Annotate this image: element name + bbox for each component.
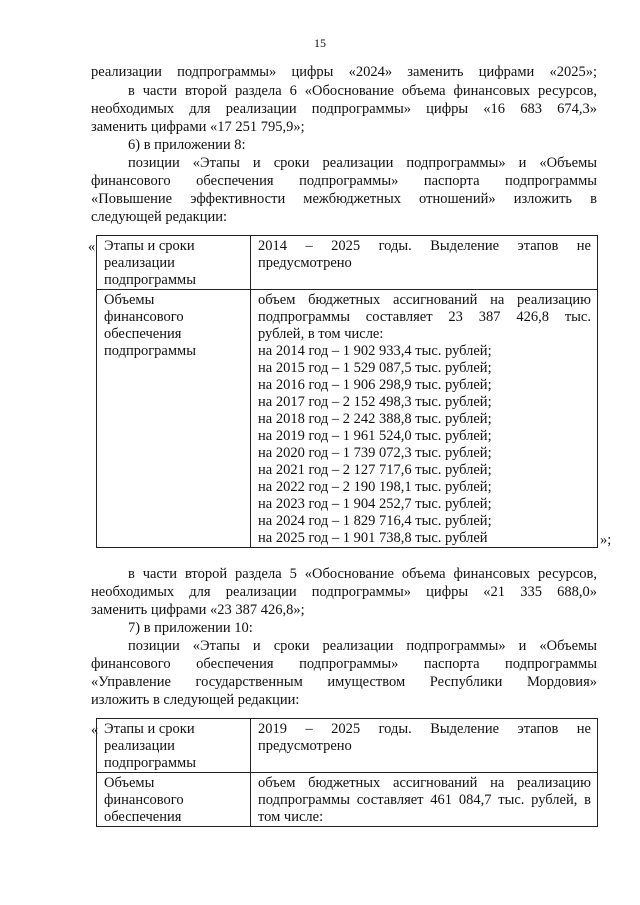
text-line: изложить в следующей редакции: [91,692,300,708]
table-cell-label: Объемы финансового обеспечения подпрограммы [97,290,251,548]
closing-quote: »; [600,532,612,548]
text-line: финансового обеспечения подпрограммы» паспорта подпрограммы [91,656,597,672]
table-cell-value: объем бюджетных ассигнований на реализацию подпрограммы составляет 23 387 426,8 тыс. рублей, в том числе: на 2014 год – 1 902 933,4 тыс. рублей; на 2015 год – 1 529 087,5 тыс. рублей; на 2016 год – 1 906 298,9 тыс. рублей; на 2017 год – 2 152 498,3 тыс. рублей; на 2018 год – 2 242 388,8 тыс. рублей; на 2019 год – 1 961 524,0 тыс. рублей; на 2020 год – 1 739 072,3 тыс. рублей; на 2021 год – 2 127 717,6 тыс. рублей; на 2022 год – 2 190 198,1 тыс. рублей; на 2023 год – 1 904 252,7 тыс. рублей; на 2024 год – 1 829 716,4 тыс. рублей; на 2025 год – 1 901 738,8 тыс. рублей [251,290,598,548]
text-line: заменить цифрами «23 387 426,8»; [91,602,305,618]
table-cell-label: Этапы и сроки реализации подпрограммы [97,719,251,773]
text-line: финансового обеспечения подпрограммы» паспорта подпрограммы [91,173,597,189]
text-line: в части второй раздела 5 «Обоснование объема финансовых ресурсов, [128,566,597,582]
text-line: позиции «Этапы и сроки реализации подпрограммы» и «Объемы [128,155,597,171]
table-cell-label: Этапы и сроки реализации подпрограммы [97,236,251,290]
table-row [97,236,598,290]
table-cell-value: 2014 – 2025 годы. Выделение этапов не предусмотрено [251,236,598,290]
text-line: 6) в приложении 8: [128,137,246,153]
text-line: 7) в приложении 10: [128,620,253,636]
table-row [97,290,598,548]
text-line: позиции «Этапы и сроки реализации подпрограммы» и «Объемы [128,638,597,654]
table-cell-value: объем бюджетных ассигнований на реализацию подпрограммы составляет 461 084,7 тыс. рублей, в том числе: [251,773,598,827]
table-cell-value: 2019 – 2025 годы. Выделение этапов не предусмотрено [251,719,598,773]
text-line: «Управление государственным имуществом Республики Мордовия» [91,674,597,690]
passport-table-1 [96,235,598,548]
text-line: реализации подпрограммы» цифры «2024» заменить цифрами «2025»; [91,64,597,80]
passport-table-2 [96,718,598,827]
text-line: следующей редакции: [91,209,228,225]
text-line: в части второй раздела 6 «Обоснование объема финансовых ресурсов, [128,83,597,99]
text-line: необходимых для реализации подпрограммы» цифры «21 335 688,0» [91,584,597,600]
text-line: заменить цифрами «17 251 795,9»; [91,119,305,135]
table-row [97,773,598,827]
opening-quote: « [88,239,96,255]
opening-quote: « [91,722,99,738]
table-row [97,719,598,773]
text-line: «Повышение эффективности межбюджетных отношений» изложить в [91,191,597,207]
table-cell-label: Объемы финансового обеспечения [97,773,251,827]
page-number: 15 [314,36,326,50]
text-line: необходимых для реализации подпрограммы» цифры «16 683 674,3» [91,101,597,117]
